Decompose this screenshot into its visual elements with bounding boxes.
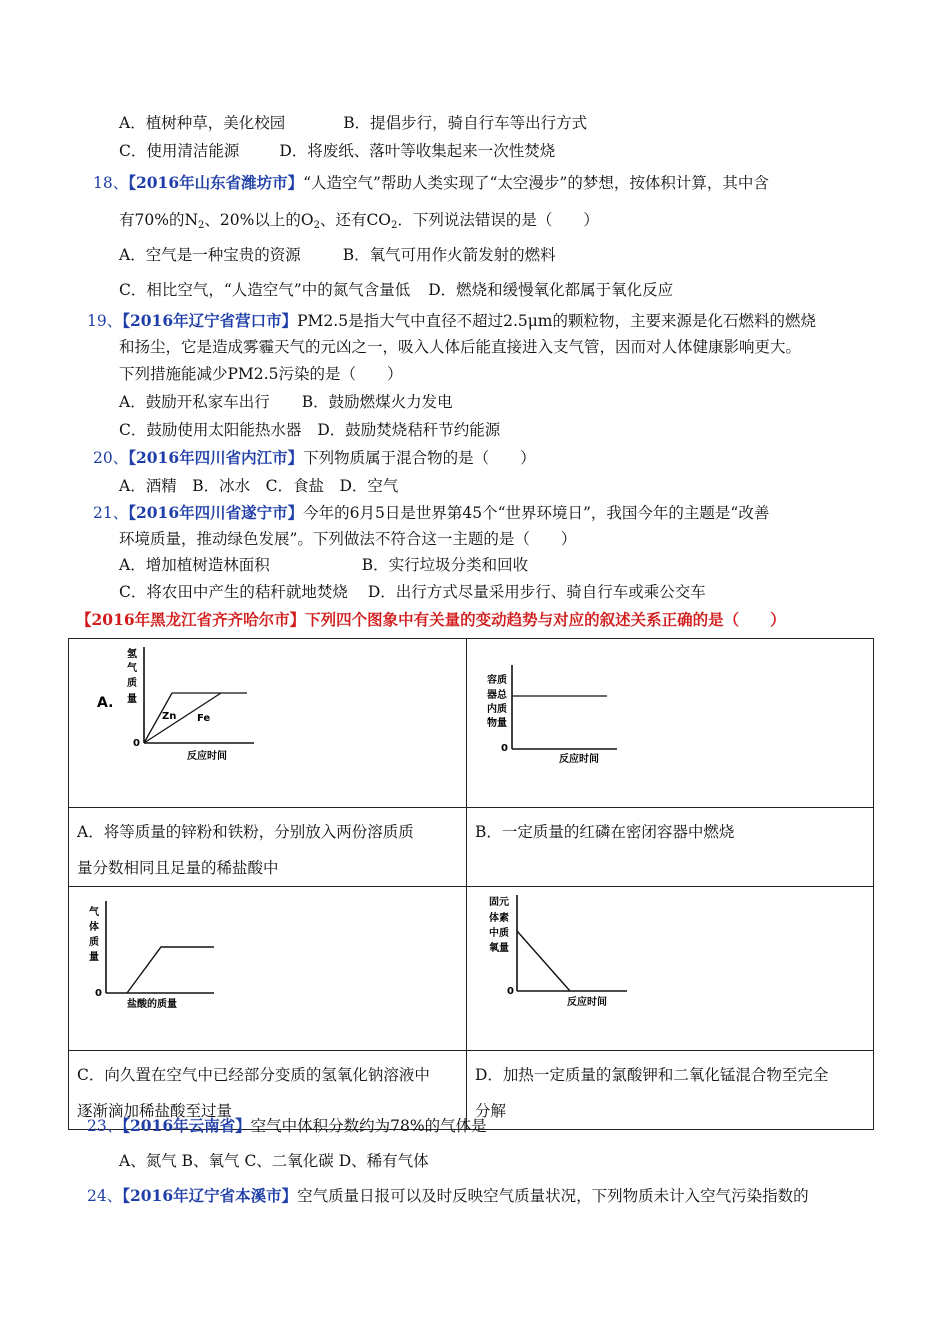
graph-a-ylabel-3: 质 [127,678,137,689]
q18-option-d: D．燃烧和缓慢氧化都属于氧化反应 [428,281,674,299]
graph-a-ylabel-1: 氢 [127,649,137,660]
q18-stem-n2: 有70%的N [119,211,199,229]
caption-b: B．一定质量的红磷在密闭容器中燃烧 [475,823,735,841]
q24-stem [87,1186,809,1206]
q17-options-row1 [119,113,587,133]
q17-option-c: C．使用清洁能源 [119,142,240,160]
q23-options: A、氮气 B、氧气 C、二氧化碳 D、稀有气体 [119,1152,429,1170]
q20-stem-text: 下列物质属于混合物的是（ ） [303,449,536,467]
q19-stem-line2: 和扬尘，它是造成雾霾天气的元凶之一，吸入人体后能直接进入支气管，因而对人体健康影响更大。 [119,338,802,356]
q24-stem-text: 空气质量日报可以及时反映空气质量状况，下列物质未计入空气污染指数的 [297,1187,809,1205]
q24-number: 24、 [87,1187,123,1205]
q19-options-row1 [119,392,453,412]
caption-a-line1: A．将等质量的锌粉和铁粉，分别放入两份溶质质 [77,823,414,841]
q18-sub-3: 2 [391,220,398,231]
q20-options: A．酒精 B．冰水 C．食盐 D．空气 [119,477,399,495]
caption-d-line2: 分解 [475,1102,507,1120]
q21-stem-line2: 环境质量，推动绿色发展”。下列做法不符合这一主题的是（ ） [119,530,577,548]
q19-option-c: C．鼓励使用太阳能热水器 [119,421,302,439]
q18-option-c: C．相比空气，“人造空气”中的氮气含量低 [119,281,411,299]
q18-option-a: A．空气是一种宝贵的资源 [119,246,301,264]
q23-stem [87,1116,487,1136]
q19-stem-line3: 下列措施能减少PM2.5污染的是（ ） [119,365,403,383]
q21-number: 21、 [93,504,129,522]
q18-source: 【2016年山东省潍坊市】 [128,173,304,192]
q21-option-b: B．实行垃圾分类和回收 [361,556,529,574]
q21-options-row1 [119,555,528,575]
q19-options-row2 [119,420,500,440]
graph-c-origin: 0 [95,988,102,999]
q21-option-a: A．增加植树造林面积 [119,556,270,574]
graph-c-xlabel: 盐酸的质量 [127,999,177,1010]
q17-option-a: A．植树种草，美化校园 [119,114,286,132]
q19-number: 19、 [87,312,123,330]
q22-stem: 【2016年黑龙江省齐齐哈尔市】下列四个图象中有关量的变动趋势与对应的叙述关系正确的是（ ） [76,610,786,629]
graph-d [467,887,874,1046]
caption-a-cell [69,808,467,887]
q20-number: 20、 [93,449,129,467]
q19-option-a: A．鼓励开私家车出行 [119,393,270,411]
q18-stem-o2: 、20%以上的O [204,211,314,229]
graph-d-cell [467,887,874,1051]
q21-source: 【2016年四川省遂宁市】 [128,503,304,522]
graph-b-ylabel-3: 内质 [487,704,507,715]
q21-option-d: D．出行方式尽量采用步行、骑自行车或乘公交车 [367,583,706,601]
q23-number: 23、 [87,1117,123,1135]
graph-c-ylabel-1: 气 [89,907,99,918]
q24-source: 【2016年辽宁省本溪市】 [122,1186,298,1205]
q17-option-b: B．提倡步行，骑自行车等出行方式 [343,114,588,132]
graph-b-cell [467,639,874,808]
q18-options-row2 [119,280,673,300]
graph-d-ylabel-1: 固元 [489,897,509,908]
q18-sub-1: 2 [198,220,205,231]
graph-a-letter: A. [97,695,114,711]
caption-c-line1: C．向久置在空气中已经部分变质的氢氧化钠溶液中 [77,1066,430,1084]
q23-source: 【2016年云南省】 [122,1116,251,1135]
q23-stem-text: 空气中体积分数约为78%的气体是 [250,1117,487,1135]
graph-a-origin: 0 [133,738,140,749]
q22-graph-table [68,638,874,1130]
graph-b-ylabel-1: 容质 [487,675,507,686]
q19-stem-text1: PM2.5是指大气中直径不超过2.5μm的颗粒物，主要来源是化石燃料的燃烧 [297,312,816,330]
caption-c-line2: 逐渐滴加稀盐酸至过量 [77,1102,233,1120]
graph-c-ylabel-3: 质 [89,937,99,948]
q21-option-c: C．将农田中产生的秸秆就地焚烧 [119,583,348,601]
graph-c-ylabel-2: 体 [89,922,99,933]
q17-options-row2 [119,141,555,161]
graph-a-xlabel: 反应时间 [187,751,227,762]
q18-options-row1 [119,245,556,265]
graph-d-xlabel: 反应时间 [567,997,607,1008]
graph-a-ylabel-4: 量 [127,694,137,705]
caption-d [467,1051,873,1129]
q18-stem-line1 [93,173,769,193]
graph-a-fe-label: Fe [197,713,211,724]
graph-a-ylabel-2: 气 [127,663,137,674]
graph-b-xlabel: 反应时间 [559,754,599,765]
graph-d-ylabel-4: 氧量 [489,943,509,954]
graph-b-ylabel-2: 器总 [487,690,507,701]
caption-d-line1: D．加热一定质量的氯酸钾和二氧化锰混合物至完全 [475,1066,829,1084]
graph-b-origin: 0 [501,743,508,754]
q18-option-b: B．氧气可用作火箭发射的燃料 [342,246,556,264]
caption-b-cell [467,808,874,887]
q18-number: 18、 [93,174,129,192]
graph-c-cell [69,887,467,1051]
q18-stem-end: ．下列说法错误的是（ ） [397,211,599,229]
q21-stem-text1: 今年的6月5日是世界第45个“世界环境日”，我国今年的主题是“改善 [303,504,770,522]
q19-stem-line1 [87,311,816,331]
graph-a-zn-label: Zn [162,711,177,722]
q18-stem-line2 [119,210,599,230]
graph-c-ylabel-4: 量 [89,952,99,963]
q18-sub-2: 2 [313,220,320,231]
caption-a-line2: 量分数相同且足量的稀盐酸中 [77,859,279,877]
caption-a [69,808,466,886]
q20-stem [93,448,536,468]
q18-stem-co2: 、还有CO [319,211,392,229]
q21-stem-line1 [93,503,769,523]
q20-source: 【2016年四川省内江市】 [128,448,304,467]
graph-d-ylabel-2: 体素 [489,913,509,924]
graph-c-line [127,947,214,993]
graph-d-ylabel-3: 中质 [489,928,509,939]
graph-c [69,887,467,1046]
graph-a [69,639,467,803]
q19-option-d: D．鼓励焚烧秸秆节约能源 [317,421,501,439]
graph-d-line [517,931,570,991]
q18-stem-text1: “人造空气”帮助人类实现了“太空漫步”的梦想，按体积计算，其中含 [303,174,769,192]
q19-option-b: B．鼓励燃煤火力发电 [301,393,453,411]
caption-d-cell [467,1051,874,1130]
graph-a-cell [69,639,467,808]
graph-d-origin: 0 [507,986,514,997]
q21-options-row2 [119,582,706,602]
graph-b-ylabel-4: 物量 [487,718,507,729]
graph-b [467,639,874,803]
q17-option-d: D．将废纸、落叶等收集起来一次性焚烧 [279,142,556,160]
q19-source: 【2016年辽宁省营口市】 [122,311,298,330]
